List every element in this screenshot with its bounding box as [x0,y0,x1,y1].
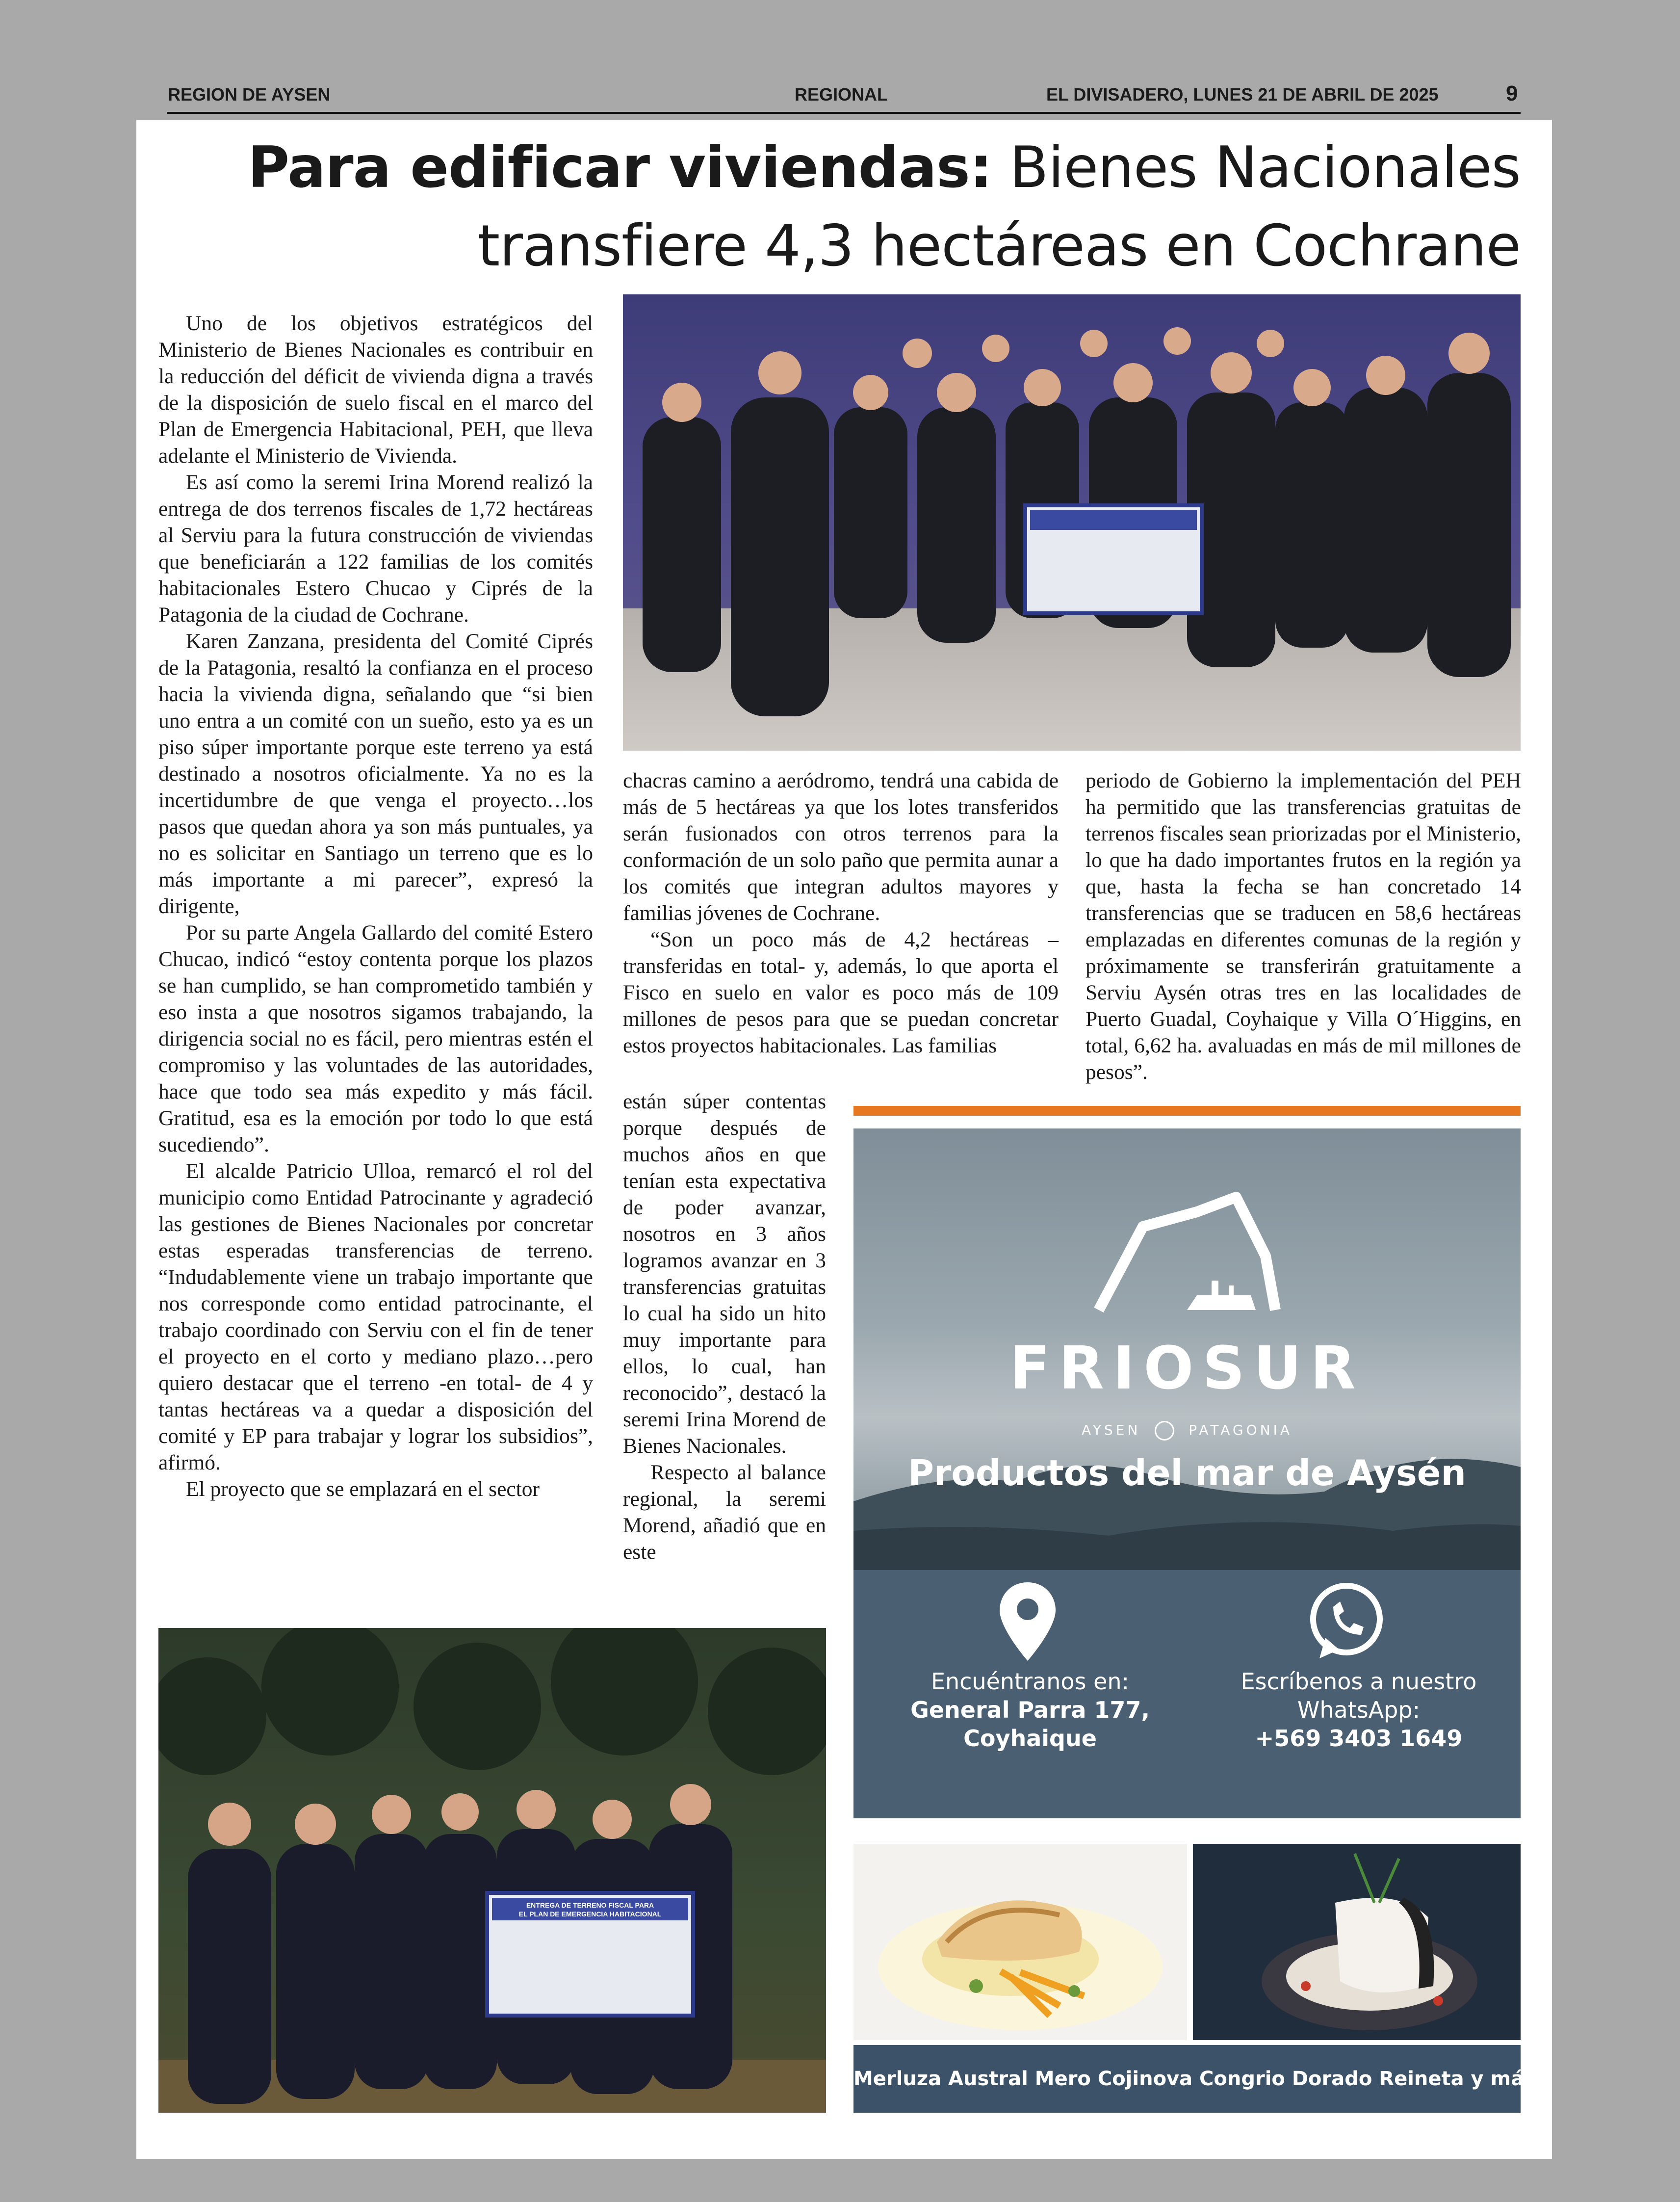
headline-bold: Para edificar viviendas: [248,134,992,201]
ad-tagline-left: AYSEN [1081,1422,1141,1438]
location-pin-icon [996,1580,1060,1663]
products-strip: Merluza Austral Mero Cojinova Congrio Dorado Reineta y más [853,2045,1521,2113]
article-column-3 [1086,767,1521,1091]
headline [147,129,1521,286]
whatsapp-label-1: Escríbenos a nuestro [1241,1668,1477,1695]
paragraph: Respecto al balance regional, la seremi Morend, añadió que en este [623,1461,826,1564]
ad-headline: Productos del mar de Aysén [908,1452,1466,1494]
food-photo-mero [1193,1844,1521,2040]
paragraph: están súper contentas porque después de muchos años en que tenían esta expectativa de poder avanzar, nosotros en 3 años logramos avanzar en 3 transferencias gratuitas lo cual ha sido un hito muy importante para ellos, lo cual, han reconocido”, destacó la seremi Irina Morend de Bienes Nacionales. [623,1090,826,1458]
headline-line2: transfiere 4,3 hectáreas en Cochrane [477,213,1521,279]
friosur-logo-icon [1089,1192,1285,1320]
paragraph: “Son un poco más de 4,2 hectáreas –transferidas en total- y, además, lo que aporta el Fisco en suelo en valor es poco más de 109 millones de pesos para que se puedan concretar estos proyectos habitacionales. Las familias [623,928,1059,1057]
food-photo-mero-image [1193,1844,1521,2040]
paragraph: chacras camino a aeródromo, tendrá una cabida de más de 5 hectáreas ya que los lotes transferidos serán fusionados con otros terrenos para la conformación de un solo paño que permita aunar a los comités que integran adultos mayores y familias jóvenes de Cochrane. [623,769,1059,925]
food-photo-merluza-image [853,1844,1187,2040]
whatsapp-label-2: WhatsApp: [1297,1697,1421,1723]
article-column-2 [623,767,1059,1087]
category-label: REGIONAL [795,84,888,105]
article-column-2-narrow [623,1088,826,1599]
ad-tagline-right: PATAGONIA [1189,1422,1293,1438]
location-label: Encuéntranos en: [930,1668,1130,1695]
header-rule [167,112,1521,114]
food-photo-merluza [853,1844,1187,2040]
location-city: Coyhaique [963,1725,1097,1752]
banner-sign-line-2: EL PLAN DE EMERGENCIA HABITACIONAL [518,1910,662,1918]
headline-part: Bienes Nacionales [992,134,1521,201]
ad-brand: FRIOSUR [1009,1335,1365,1403]
page-number: 9 [1506,81,1518,105]
whatsapp-icon [1305,1580,1388,1663]
paragraph: Es así como la seremi Irina Morend realizó la entrega de dos terrenos fiscales de 1,72 hectáreas al Serviu para la futura construcción de viviendas que beneficiarán a 122 familias de los comités habitacionales Estero Chucao y Ciprés de la Patagonia de la ciudad de Cochrane. [158,471,593,627]
page-header [167,81,1521,116]
paragraph: Uno de los objetivos estratégicos del Ministerio de Bienes Nacionales es contribuir en la reducción del déficit de vivienda digna a través de la disposición de suelo fiscal en el marco del Plan de Emergencia Habitacional, PEH, que lleva adelante el Ministerio de Vivienda. [158,312,593,468]
whatsapp-number: +569 3403 1649 [1255,1725,1463,1752]
ad-accent-rule [853,1106,1521,1116]
paragraph: Por su parte Angela Gallardo del comité Estero Chucao, indicó “estoy contenta porque los plazos se han cumplido, se han comprometido también y eso insta a que nosotros sigamos trabajando, la dirigencia social no es fácil, pero mientras estén el compromiso y las voluntades de las autoridades, hace que todo sea más expedito y más fácil. Gratitud, esa es la emoción por todo lo que está sucediendo”. [158,921,593,1156]
paragraph: El proyecto que se emplazará en el sector [186,1477,540,1501]
group-photo-outdoor [158,1628,826,2113]
friosur-ad[interactable] [853,1128,1521,1818]
paragraph: El alcalde Patricio Ulloa, remarcó el rol del municipio como Entidad Patrocinante y agradeció las gestiones de Bienes Nacionales por concretar estas esperadas transferencias de terreno. “Indudablemente viene un trabajo importante que nos corresponde como entidad patrocinante, el trabajo coordinado con Serviu con el fin de tener el proyecto en el corto y mediano plazo…pero quiero destacar que el terreno -en total- de 4 y tantas hectáreas va a quedar a disposición del comité y EP para trabajar y lograr los subsidios”, afirmó. [158,1159,593,1474]
group-photo-indoor [623,294,1521,751]
compass-icon [1155,1421,1174,1441]
group-photo-outdoor-image [158,1628,826,2113]
banner-sign-line-1: ENTREGA DE TERRENO FISCAL PARA [526,1901,654,1909]
article-column-1 [158,310,593,1591]
group-photo-indoor-image [623,294,1521,751]
dateline: EL DIVISADERO, LUNES 21 DE ABRIL DE 2025 [1046,84,1439,105]
location-address: General Parra 177, [910,1697,1150,1723]
paragraph: Karen Zanzana, presidenta del Comité Ciprés de la Patagonia, resaltó la confianza en el proceso hacia la vivienda digna, señalando que “si bien uno entra a un comité con un sueño, esto ya es un piso súper importante porque este terreno ya está destinado a nosotros oficialmente. Ya no es la incertidumbre de que venga el proyecto…los pasos que quedan ahora ya son más puntuales, ya no es solicitar en Santiago un terreno que es lo más importante a mi parecer”, expresó la dirigente, [158,629,593,918]
ad-tagline [853,1421,1521,1441]
section-label: REGION DE AYSEN [168,84,331,105]
paragraph: periodo de Gobierno la implementación del PEH ha permitido que las transferencias gratuitas de terrenos fiscales sean priorizadas por el Ministerio, lo que ha dado importantes frutos en la región ya que, hasta la fecha se han concretado 14 transferencias que se traducen en 58,6 hectáreas emplazadas en diferentes comunas de la región y próximamente se transferirán gratuitamente a Serviu Aysén otras tres en las localidades de Puerto Guadal, Coyhaique y Villa O´Higgins, en total, 6,62 ha. avaluadas en más de mil millones de pesos”. [1086,769,1521,1084]
